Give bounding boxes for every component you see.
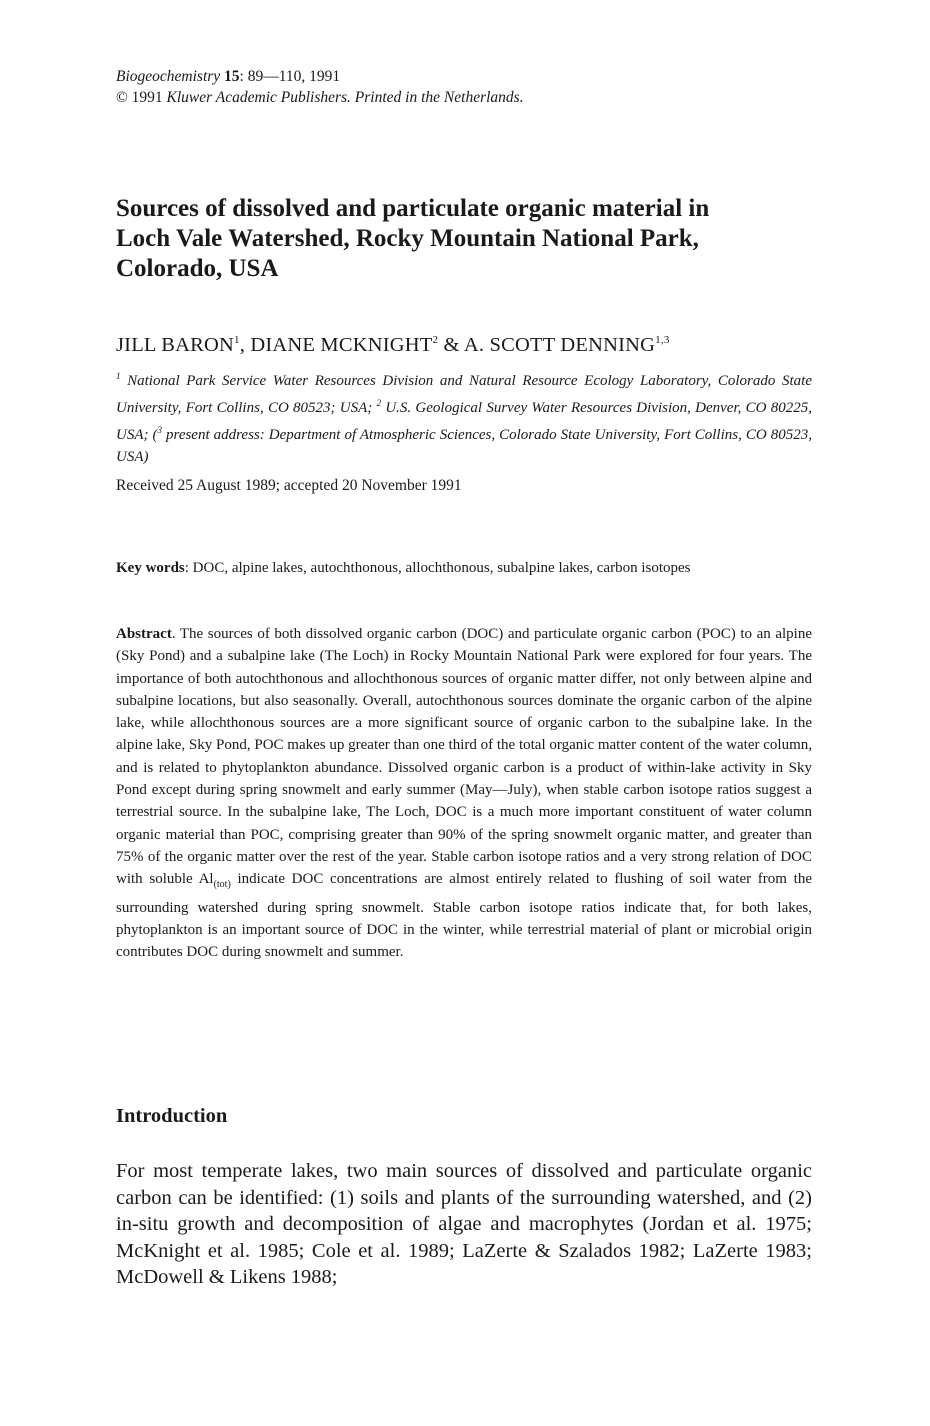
- citation-line: [116, 66, 524, 87]
- affil-marker-3: 3: [157, 425, 163, 435]
- author-denning: & A. SCOTT DENNING: [438, 334, 656, 356]
- journal-name: Biogeochemistry: [116, 68, 221, 85]
- abstract-subscript: (tot): [213, 879, 231, 891]
- affil-3: present address: Department of Atmospheric Sciences, Colorado State University, Fort Collins, CO 80523, USA): [116, 427, 812, 465]
- introduction-heading: Introduction: [116, 1105, 228, 1127]
- received-dates: Received 25 August 1989; accepted 20 November 1991: [116, 477, 462, 494]
- paper-title: [116, 194, 816, 284]
- keywords: [116, 558, 812, 579]
- abstract-text-2: indicate DOC concentrations are almost entirely related to flushing of soil water from the surrounding watershed during spring snowmelt. Stable carbon isotope ratios indicate that, for both lakes, phytoplankton is an important source of DOC in the winter, while terrestrial material of plant or microbial origin contributes DOC during snowmelt and summer.: [116, 871, 812, 961]
- copyright-line: [116, 87, 524, 108]
- journal-header: [116, 66, 524, 108]
- volume-number: 15: [224, 68, 240, 85]
- affil-marker-1: 1: [116, 371, 121, 381]
- title-line-1: Sources of dissolved and particulate organic material in: [116, 195, 710, 222]
- author-denning-affil: 1,3: [655, 334, 670, 347]
- author-list: [116, 334, 670, 357]
- keywords-text: : DOC, alpine lakes, autochthonous, allochthonous, subalpine lakes, carbon isotopes: [184, 560, 691, 576]
- copyright-year: © 1991: [116, 89, 163, 106]
- author-mcknight-affil: 2: [432, 334, 439, 347]
- affiliations: [116, 365, 812, 468]
- abstract: [116, 623, 812, 963]
- abstract-label: Abstract: [116, 626, 172, 642]
- author-baron: JILL BARON: [116, 334, 234, 356]
- abstract-text-1: . The sources of both dissolved organic carbon (DOC) and particulate organic carbon (POC) to an alpine (Sky Pond) and a subalpine lake (The Loch) in Rocky Mountain National Park were explored for four years. The importance of both autochthonous and allochthonous sources of organic matter differ, not only between alpine and subalpine locations, but also seasonally. Overall, autochthonous sources dominate the organic carbon of the alpine lake, while allochthonous sources are a more significant source of organic carbon to the subalpine lake. In the alpine lake, Sky Pond, POC makes up greater than one third of the total organic matter content of the water column, and is related to phytoplankton abundance. Dissolved organic carbon is a product of within-lake activity in Sky Pond except during spring snowmelt and early summer (May—July), when stable carbon isotope ratios suggest a terrestrial source. In the subalpine lake, The Loch, DOC is a much more important constituent of water column organic material than POC, comprising greater than 90% of the spring snowmelt organic matter, and greater than 75% of the organic matter over the rest of the year. Stable carbon isotope ratios and a very strong relation of DOC with soluble Al: [116, 626, 812, 888]
- title-line-2: Loch Vale Watershed, Rocky Mountain National Park,: [116, 225, 699, 252]
- affil-marker-2: 2: [376, 398, 382, 408]
- author-mcknight: , DIANE MCKNIGHT: [239, 334, 433, 356]
- affil-2: U.S. Geological Survey Water Resources Division, Denver, CO 80225, USA; (: [116, 400, 812, 443]
- title-line-3: Colorado, USA: [116, 255, 279, 282]
- affil-1: National Park Service Water Resources Division and Natural Resource Ecology Laboratory, Colorado State University, Fort Collins, CO 80523; USA;: [116, 373, 812, 416]
- pages-year: : 89—110, 1991: [239, 68, 341, 85]
- keywords-label: Key words: [116, 560, 185, 576]
- introduction-paragraph: For most temperate lakes, two main sources of dissolved and particulate organic carbon can be identified: (1) soils and plants of the surrounding watershed, and (2) in-situ growth and decomposition of algae and macrophytes (Jordan et al. 1975; McKnight et al. 1985; Cole et al. 1989; LaZerte & Szalados 1982; LaZerte 1983; McDowell & Likens 1988;: [116, 1160, 812, 1288]
- publisher: Kluwer Academic Publishers. Printed in the Netherlands.: [166, 89, 524, 106]
- author-baron-affil: 1: [233, 334, 240, 347]
